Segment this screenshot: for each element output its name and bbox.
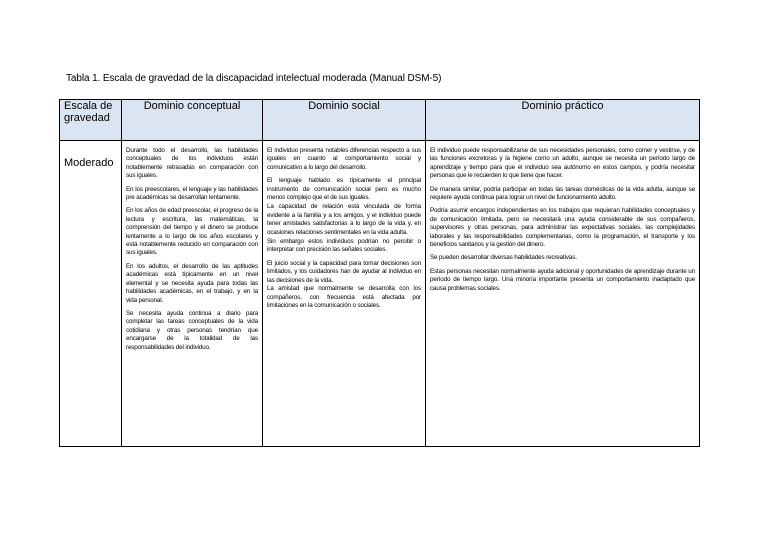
header-conceptual: Dominio conceptual [122, 100, 263, 141]
table-row-moderado [60, 141, 700, 447]
severity-table [59, 99, 700, 447]
conceptual-paragraph: Durante todo el desarrollo, las habilidades conceptuales de los individuos están notablemente retrasadas en comparación con sus iguales. [126, 147, 258, 180]
social-cell [263, 141, 426, 447]
practical-paragraph: El individuo puede responsabilizarse de sus necesidades personales, como comer y vestirse, y de las funciones excretoras y la higiene como un adulto, aunque se necesita un período largo de aprendizaje y tiempo para que el individuo sea autónomo en estos campos, y podría necesitar personas que le recuerden lo que tiene que hacer. [430, 147, 695, 180]
conceptual-cell [122, 141, 263, 447]
social-paragraph: El juicio social y la capacidad para tomar decisiones son limitados, y los cuidadores han de ayudar al individuo en las decisiones de la vida. [267, 259, 421, 284]
conceptual-paragraph: En los preescolares, el lenguaje y las habilidades pre académicas se desarrollan lentamente. [126, 185, 258, 202]
header-severity: Escala de gravedad [60, 100, 122, 141]
severity-level-cell: Moderado [60, 141, 122, 447]
practical-paragraph: Podría asumir encargos independientes en los trabajos que requieran habilidades conceptuales y de comunicación limitada, pero se necesitará una ayuda considerable de sus compañeros, supervisores y otras personas, para administrar las expectativas sociales, las complejidades laborales y las responsabilidades complementarias, como la programación, el transporte y los beneficios sanitarios y la gestión del dinero. [430, 207, 695, 249]
conceptual-paragraph: En los adultos, el desarrollo de las aptitudes académicas está típicamente en un nivel elemental y se necesita ayuda para todas las habilidades académicas, en el trabajo, y en la vida personal. [126, 262, 258, 304]
practical-paragraph: Se pueden desarrollar diversas habilidades recreativas. [430, 254, 577, 262]
conceptual-paragraph: En los años de edad preescolar, el progreso de la lectura y escritura, las matemáticas, la comprensión del tiempo y el dinero se produce lentamente a lo largo de los años escolares y está notablemente reducido en comparación con sus iguales. [126, 207, 258, 257]
social-paragraph: La capacidad de relación está vinculada de forma evidente a la familia y a los amigos, y el individuo puede tener amistades satisfactorias a lo largo de la vida y, en ocasiones relaciones sentimentales en la vida adulta. [267, 203, 421, 236]
table-header-row [60, 100, 700, 141]
practical-cell [426, 141, 700, 447]
header-social: Dominio social [263, 100, 426, 141]
social-paragraph: El lenguaje hablado es típicamente el principal instrumento de comunicación social pero es mucho menos complejo que el de sus iguales. [267, 177, 421, 202]
conceptual-paragraph: Se necesita ayuda continua a diario para completar las tareas conceptuales de la vida cotidiana y otras personas tendrían que encargarse de la totalidad de las responsabilidades del individuo. [126, 309, 258, 351]
social-paragraph: El individuo presenta notables diferencias respecto a sus iguales en cuanto al comportamiento social y comunicativo a lo largo del desarrollo. [267, 147, 421, 171]
header-practical: Dominio práctico [426, 100, 700, 141]
social-paragraph: Sin embargo estos individuos podrían no percibir o interpretar con precisión las señales sociales. [267, 238, 421, 254]
table-caption: Tabla 1. Escala de gravedad de la discapacidad intelectual moderada (Manual DSM-5) [66, 73, 442, 84]
practical-paragraph: De manera similar, podría participar en todas las tareas domésticas de la vida adulta, aunque se requiere ayuda continua para lograr un nivel de funcionamiento adulto. [430, 185, 695, 202]
practical-paragraph: Estas personas necesitan normalmente ayuda adicional y oportunidades de aprendizaje durante un período de tiempo largo. Una minoría importante presenta un comportamiento inadaptado que causa problemas sociales. [430, 267, 695, 292]
social-paragraph: La amistad que normalmente se desarrolla con los compañeros, con frecuencia está afectada por limitaciones en la comunicación o sociales. [267, 285, 421, 309]
